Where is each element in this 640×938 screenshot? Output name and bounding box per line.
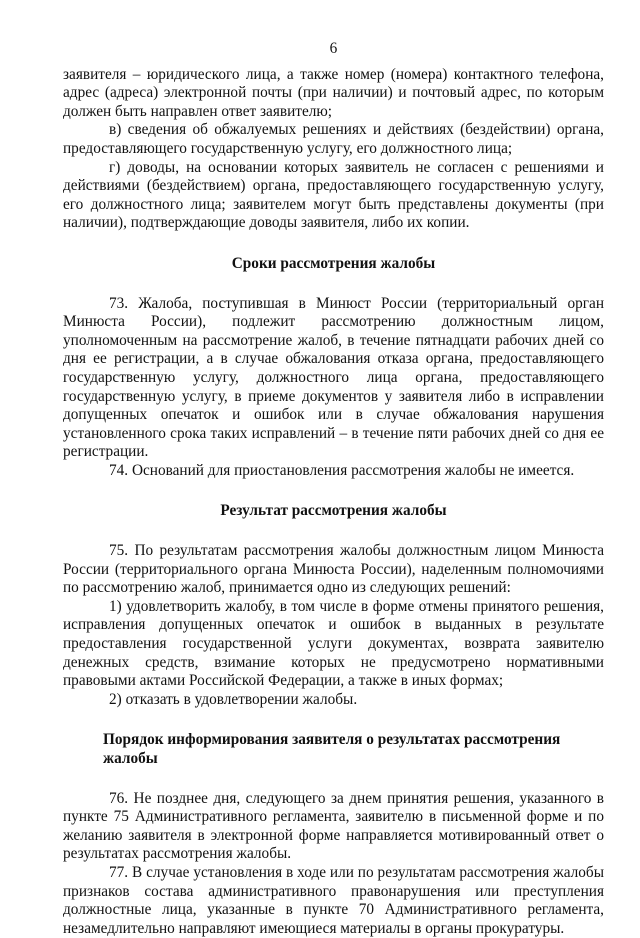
paragraph-74: 74. Оснований для приостановления рассмотрения жалобы не имеется. — [109, 461, 575, 479]
section-heading-review-result: Результат рассмотрения жалобы — [220, 502, 447, 520]
section-heading-informing-procedure: Порядок информирования заявителя о результатах рассмотрения жалобы — [103, 731, 561, 767]
paragraph-76: 76. Не позднее дня, следующего за днем принятия решения, указанного в пункте 75 Административного регламента, заявителю в письменной форме и по желанию заявителя в электронной форме направляется мотивированный ответ о результатах рассмотрения жалобы. — [63, 789, 604, 863]
paragraph-item-g: г) доводы, на основании которых заявитель не согласен с решениями и действиями (бездействием) органа, предоставляющего государственную услугу, его должностного лица; заявителем могут быть представлены документы (при наличии), подтверждающие доводы заявителя, либо их копии. — [63, 158, 604, 232]
document-page — [63, 40, 604, 938]
paragraph-73: 73. Жалоба, поступившая в Минюст России (территориальный орган Минюста России), подлежит рассмотрению должностным лицом, уполномоченным на рассмотрение жалоб, в течение пятнадцати рабочих дней со дня ее регистрации, а в случае обжалования отказа органа, предоставляющего государственную услугу, должностного лица органа, предоставляющего государственную услугу, в приеме документов у заявителя либо в исправлении допущенных опечаток и ошибок или в случае обжалования нарушения установленного срока таких исправлений – в течение пяти рабочих дней со дня ее регистрации. — [63, 294, 604, 461]
paragraph-continuation: заявителя – юридического лица, а также номер (номера) контактного телефона, адрес (адреса) электронной почты (при наличии) и почтовый адрес, по которым должен быть направлен ответ заявителю; — [63, 65, 604, 120]
paragraph-75-item-1: 1) удовлетворить жалобу, в том числе в форме отмены принятого решения, исправления допущенных опечаток и ошибок в выданных в результате предоставления государственной услуги документах, возврата заявителю денежных средств, взимание которых не предусмотрено нормативными правовыми актами Российской Федерации, а также в иных формах; — [63, 597, 604, 690]
paragraph-77: 77. В случае установления в ходе или по результатам рассмотрения жалобы признаков состава административного правонарушения или преступления должностные лица, указанные в пункте 70 Административного регламента, незамедлительно направляют имеющиеся материалы в органы прокуратуры. — [63, 863, 604, 937]
paragraph-75: 75. По результатам рассмотрения жалобы должностным лицом Минюста России (территориального органа Минюста России), наделенным полномочиями по рассмотрению жалоб, принимается одно из следующих решений: — [63, 542, 604, 597]
paragraph-75-item-2: 2) отказать в удовлетворении жалобы. — [109, 690, 358, 708]
section-heading-review-terms: Сроки рассмотрения жалобы — [231, 254, 436, 272]
page-number: 6 — [329, 40, 338, 57]
paragraph-item-v: в) сведения об обжалуемых решениях и действиях (бездействии) органа, предоставляющего государственную услугу, его должностного лица; — [63, 121, 604, 157]
